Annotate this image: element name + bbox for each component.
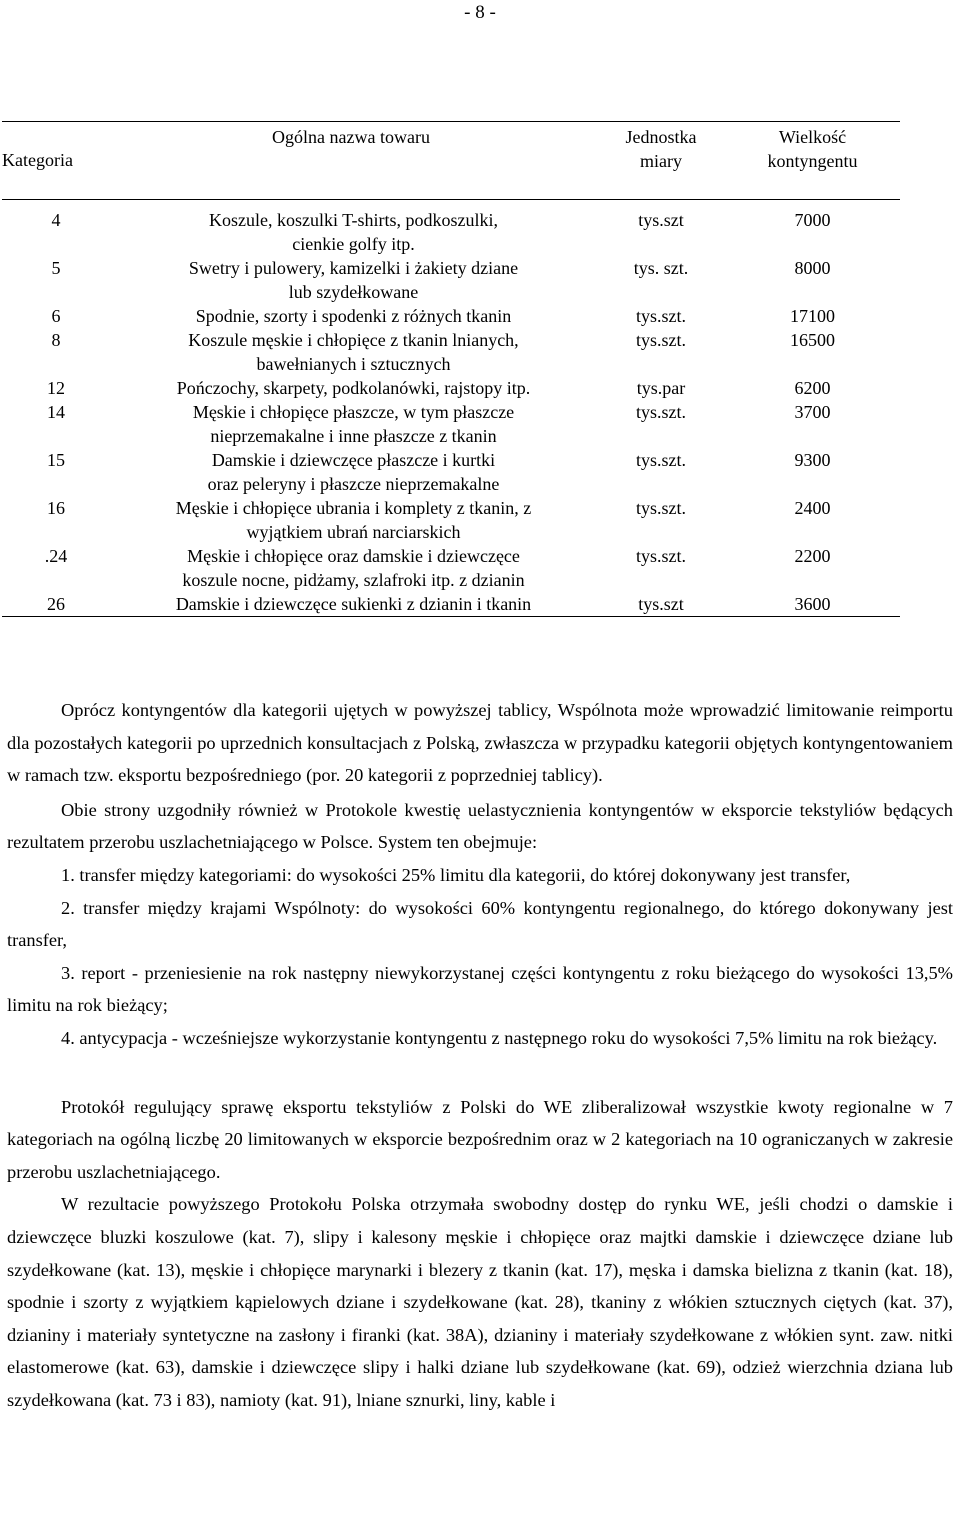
unit-cell: tys. szt.	[633, 258, 689, 278]
quantity-cell: 2400	[794, 498, 831, 518]
list-item-1: 1. transfer między kategoriami: do wysokości 25% limitu dla kategorii, do której dokonywany jest transfer,	[61, 864, 851, 885]
table-row	[2, 328, 900, 376]
quantity-cell: 6200	[794, 378, 831, 398]
table-row	[2, 376, 900, 400]
list-item-3: 3. report - przeniesienie na rok następny niewykorzystanej części kontyngentu z roku bieżącego do wysokości 13,5% limitu na rok bieżący;	[7, 962, 953, 1016]
list-item-2: 2. transfer między krajami Wspólnoty: do wysokości 60% kontyngentu regionalnego, do którego dokonywany jest transfer,	[7, 897, 953, 951]
name-line-2: koszule nocne, pidżamy, szlafroki itp. z dzianin	[182, 570, 525, 590]
paragraph-4: W rezultacie powyższego Protokołu Polska otrzymała swobodny dostęp do rynku WE, jeśli chodzi o damskie i dziewczęce bluzki koszulowe (kat. 7), slipy i kalesony męskie i chłopięce oraz majtki damskie i dziewczęce dziane lub szydełkowane (kat. 13), męskie i chłopięce marynarki i blezery z tkanin (kat. 17), męska i damska bielizna z tkanin (kat. 18), spodnie i szorty z wyjątkiem kąpielowych dziane i szydełkowane (kat. 28), tkaniny z włókien sztucznych ciętych (kat. 37), dzianiny i materiały syntetyczne na zasłony i firanki (kat. 38A), dzianiny i materiały szydełkowane z włókien synt. zaw. nitki elastomerowe (kat. 63), damskie i dziewczęce slipy i halki dziane lub szydełkowane (kat. 69), odzież wierzchnia dziana lub szydełkowana (kat. 73 i 83), namioty (kat. 91), lniane sznurki, liny, kable i	[7, 1194, 953, 1410]
name-line-2: cienkie golfy itp.	[292, 234, 415, 254]
header-name: Ogólna nazwa towaru	[110, 122, 597, 200]
unit-cell: tys.par	[636, 378, 686, 398]
name-cell	[110, 376, 597, 400]
quota-table	[2, 121, 900, 617]
header-unit	[597, 122, 725, 200]
unit-cell: tys.szt.	[635, 450, 686, 470]
name-line-2: nieprzemakalne i inne płaszcze z tkanin	[210, 426, 497, 446]
quantity-cell: 3700	[794, 402, 831, 422]
header-category: Kategoria	[2, 122, 110, 200]
quantity-cell: 16500	[790, 330, 835, 350]
table-header-row	[2, 122, 900, 200]
name-line-1: Koszule, koszulki T-shirts, podkoszulki,	[209, 210, 498, 230]
unit-cell: tys.szt	[638, 210, 684, 230]
name-cell	[110, 544, 597, 592]
header-quantity	[725, 122, 900, 200]
unit-cell: tys.szt.	[635, 306, 686, 326]
paragraph-2: Obie strony uzgodniły również w Protokole kwestię uelastycznienia kontyngentów w eksporcie tekstyliów będących rezultatem przerobu uszlachetniającego w Polsce. System ten obejmuje:	[7, 799, 953, 853]
table-row	[2, 400, 900, 448]
table-row	[2, 448, 900, 496]
category-cell: .24	[44, 546, 68, 566]
header-unit-line1: Jednostka	[625, 127, 697, 147]
name-line-2: bawełnianych i sztucznych	[256, 354, 451, 374]
quantity-cell: 3600	[794, 594, 831, 614]
name-line-1: Męskie i chłopięce płaszcze, w tym płaszcze	[192, 402, 515, 422]
header-qty-line2: kontyngentu	[767, 151, 858, 171]
table-row	[2, 592, 900, 617]
body-text	[7, 694, 953, 1416]
page-number: - 8 -	[464, 2, 496, 23]
name-cell	[110, 592, 597, 617]
quantity-cell: 2200	[794, 546, 831, 566]
name-cell	[110, 400, 597, 448]
category-cell: 4	[51, 210, 61, 230]
unit-cell: tys.szt.	[635, 402, 686, 422]
category-cell: 8	[51, 330, 61, 350]
name-cell	[110, 304, 597, 328]
table-row	[2, 256, 900, 304]
quantity-cell: 9300	[794, 450, 831, 470]
table-row	[2, 496, 900, 544]
table-row	[2, 544, 900, 592]
unit-cell: tys.szt.	[635, 498, 686, 518]
unit-cell: tys.szt.	[635, 330, 686, 350]
unit-cell: tys.szt	[638, 594, 684, 614]
name-line-2: wyjątkiem ubrań narciarskich	[246, 522, 461, 542]
name-cell	[110, 328, 597, 376]
name-line-1: Męskie i chłopięce ubrania i komplety z tkanin, z	[175, 498, 532, 518]
paragraph-1: Oprócz kontyngentów dla kategorii ujętych w powyższej tablicy, Wspólnota może wprowadzić limitowanie reimportu dla pozostałych kategorii po uprzednich konsultacjach z Polską, zwłaszcza w przypadku kategorii objętych kontyngentowaniem w ramach tzw. eksportu bezpośredniego (por. 20 kategorii z poprzedniej tablicy).	[7, 700, 953, 786]
unit-cell: tys.szt.	[635, 546, 686, 566]
table-row	[2, 304, 900, 328]
category-cell: 5	[51, 258, 61, 278]
name-line-1: Damskie i dziewczęce płaszcze i kurtki	[211, 450, 496, 470]
name-cell	[110, 448, 597, 496]
name-line-1: Pończochy, skarpety, podkolanówki, rajstopy itp.	[176, 378, 531, 398]
list-item-4: 4. antycypacja - wcześniejsze wykorzystanie kontyngentu z następnego roku do wysokości 7,5% limitu na rok bieżący.	[61, 1027, 938, 1048]
name-line-1: Swetry i pulowery, kamizelki i żakiety dziane	[188, 258, 519, 278]
category-cell: 26	[47, 594, 65, 614]
table-row	[2, 200, 900, 257]
quantity-cell: 8000	[794, 258, 831, 278]
header-qty-line1: Wielkość	[778, 127, 847, 147]
name-line-1: Męskie i chłopięce oraz damskie i dziewczęce	[187, 546, 520, 566]
category-cell: 14	[47, 402, 65, 422]
name-cell	[110, 496, 597, 544]
quantity-cell: 7000	[794, 210, 831, 230]
category-cell: 16	[47, 498, 65, 518]
name-line-1: Spodnie, szorty i spodenki z różnych tkanin	[195, 306, 512, 326]
name-cell	[110, 256, 597, 304]
name-line-2: lub szydełkowane	[288, 282, 419, 302]
name-line-1: Damskie i dziewczęce sukienki z dzianin i tkanin	[175, 594, 532, 614]
name-line-2: oraz peleryny i płaszcze nieprzemakalne	[207, 474, 500, 494]
quantity-cell: 17100	[790, 306, 835, 326]
paragraph-3: Protokół regulujący sprawę eksportu tekstyliów z Polski do WE zliberalizował wszystkie kwoty regionalne w 7 kategoriach na ogólną liczbę 20 limitowanych w eksporcie bezpośrednim oraz w 2 kategoriach na 10 ograniczanych w zakresie przerobu uszlachetniającego.	[7, 1096, 953, 1182]
header-unit-line2: miary	[640, 151, 682, 171]
name-cell	[110, 200, 597, 257]
category-cell: 15	[47, 450, 65, 470]
category-cell: 12	[47, 378, 65, 398]
name-line-1: Koszule męskie i chłopięce z tkanin lnianych,	[188, 330, 519, 350]
category-cell: 6	[51, 306, 61, 326]
